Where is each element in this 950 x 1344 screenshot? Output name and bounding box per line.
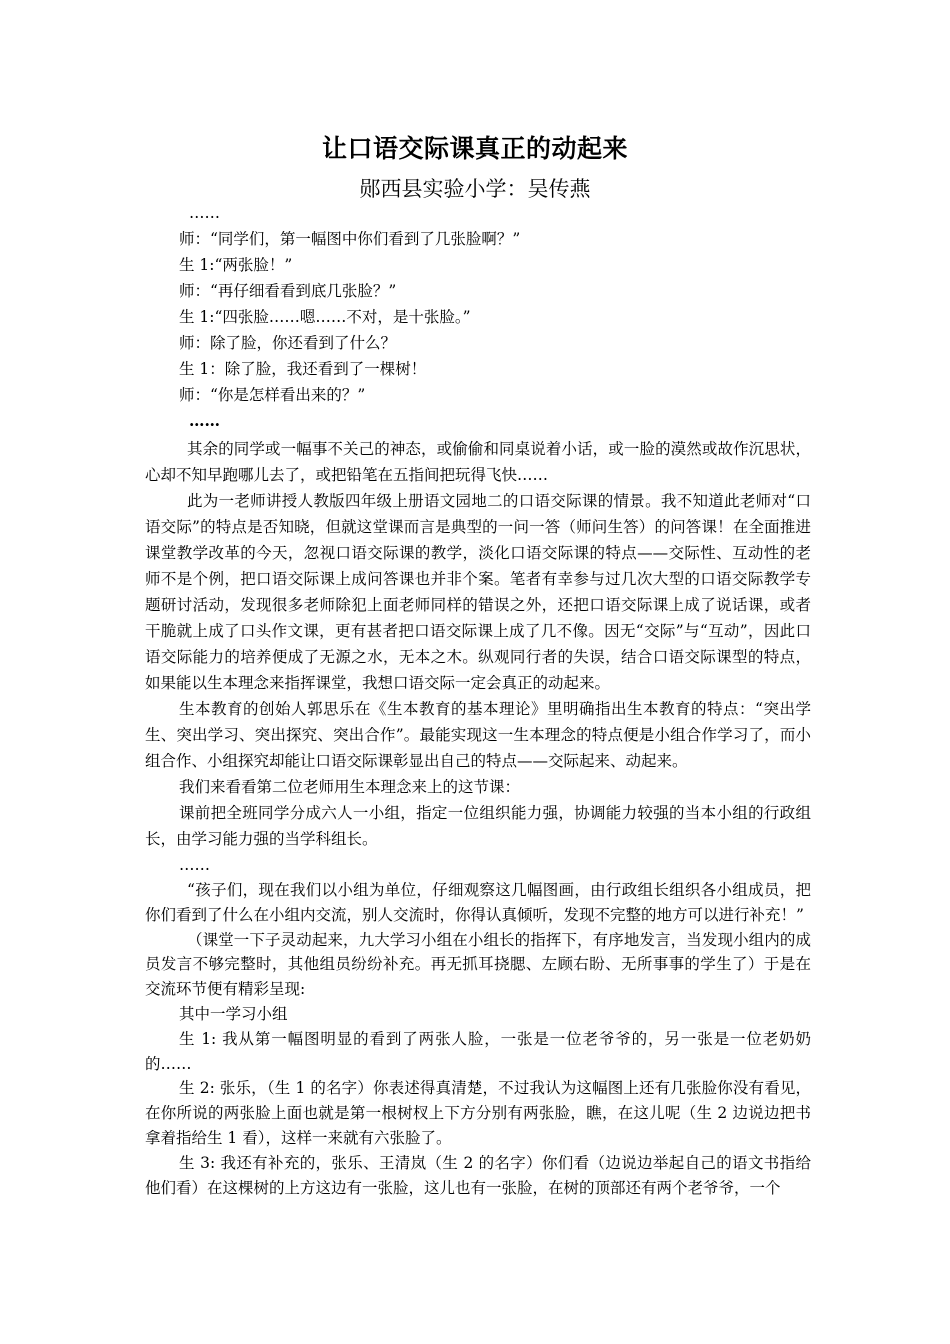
dialogue-line: 师：“同学们，第一幅图中你们看到了几张脸啊？” [179,230,521,248]
dialogue-line: 师：“再仔细看看到底几张脸？” [179,282,397,300]
paragraph: “孩子们，现在我们以小组为单位，仔细观察这几幅图画，由行政组长组织各小组成员，把你们看到了什么在小组内交流，别人交流时，你得认真倾听，发现不完整的地方可以进行补充！” [145,881,811,924]
dialogue-ellipsis-top: …… [189,204,220,222]
paragraph: 生本教育的创始人郭思乐在《生本教育的基本理论》里明确指出生本教育的特点：“突出学生、突出学习、突出探究、突出合作”。最能实现这一生本理念的特点便是小组合作学习了，而小组合作、小组探究却能让口语交际课彰显出自己的特点——交际起来、动起来。 [145,700,811,770]
paragraph-ellipsis: …… [179,856,210,874]
dialogue-line: 生 1：除了脸，我还看到了一棵树！ [179,360,427,378]
paragraph: 生 3: 我还有补充的，张乐、王清岚（生 2 的名字）你们看（边说边举起自己的语文书指给他们看）在这棵树的上方这边有一张脸，这儿也有一张脸，在树的顶部还有两个老爷爷，一个 [145,1153,811,1197]
dialogue-ellipsis-bottom: …… [189,411,220,430]
document-title: 让口语交际课真正的动起来 [321,134,628,163]
paragraph: 此为一老师讲授人教版四年级上册语文园地二的口语交际课的情景。我不知道此老师对“口语交际”的特点是否知晓，但就这堂课而言是典型的一问一答（师问生答）的问答课！在全面推进课堂教学改革的今天，忽视口语交际课的教学，淡化口语交际课的特点——交际性、互动性的老师不是个例，把口语交际课上成问答课也并非个案。笔者有幸参与过几次大型的口语交际教学专题研讨活动，发现很多老师除犯上面老师同样的错误之外，还把口语交际课上成了说话课，或者干脆就上成了口头作文课，更有甚者把口语交际课上成了几不像。因无“交际”与“互动”，因此口语交际能力的培养便成了无源之水，无本之木。纵观同行者的失误，结合口语交际课型的特点，如果能以生本理念来指挥课堂，我想口语交际一定会真正的动起来。 [145,492,811,692]
paragraph: （课堂一下子灵动起来，九大学习小组在小组长的指挥下，有序地发言，当发现小组内的成员发言不够完整时，其他组员纷纷补充。再无抓耳挠腮、左顾右盼、无所事事的学生了）于是在交流环节便有精彩呈现: [145,930,811,999]
document-body [145,200,811,1200]
paragraph: 其中一学习小组 [179,1004,288,1023]
document-author-line: 郧西县实验小学：吴传燕 [359,177,591,201]
paragraph: 课前把全班同学分成六人一小组，指定一位组织能力强，协调能力较强的当本小组的行政组长，由学习能力强的当学科组长。 [145,804,811,848]
paragraph: 生 1: 我从第一幅图明显的看到了两张人脸，一张是一位老爷爷的，另一张是一位老奶奶的…… [145,1029,811,1073]
paragraph: 生 2: 张乐，（生 1 的名字）你表述得真清楚，不过我认为这幅图上还有几张脸你没有看见，在你所说的两张脸上面也就是第一根树杈上下方分别有两张脸，瞧，在这儿呢（生 2 边说边把书拿着指给生 1 看），这样一来就有六张脸了。 [145,1079,811,1147]
paragraph: 我们来看看第二位老师用生本理念来上的这节课： [179,778,521,796]
dialogue-line: 生 1:“两张脸！” [179,256,293,274]
dialogue-line: 师：除了脸，你还看到了什么？ [179,334,397,352]
paragraph: 其余的同学或一幅事不关己的神态，或偷偷和同桌说着小话，或一脸的漠然或故作沉思状，心却不知早跑哪儿去了，或把铅笔在五指间把玩得飞快…… [145,440,811,484]
dialogue-line: 师：“你是怎样看出来的？” [179,386,366,404]
dialogue-line: 生 1:“四张脸……嗯……不对，是十张脸。” [179,308,471,326]
